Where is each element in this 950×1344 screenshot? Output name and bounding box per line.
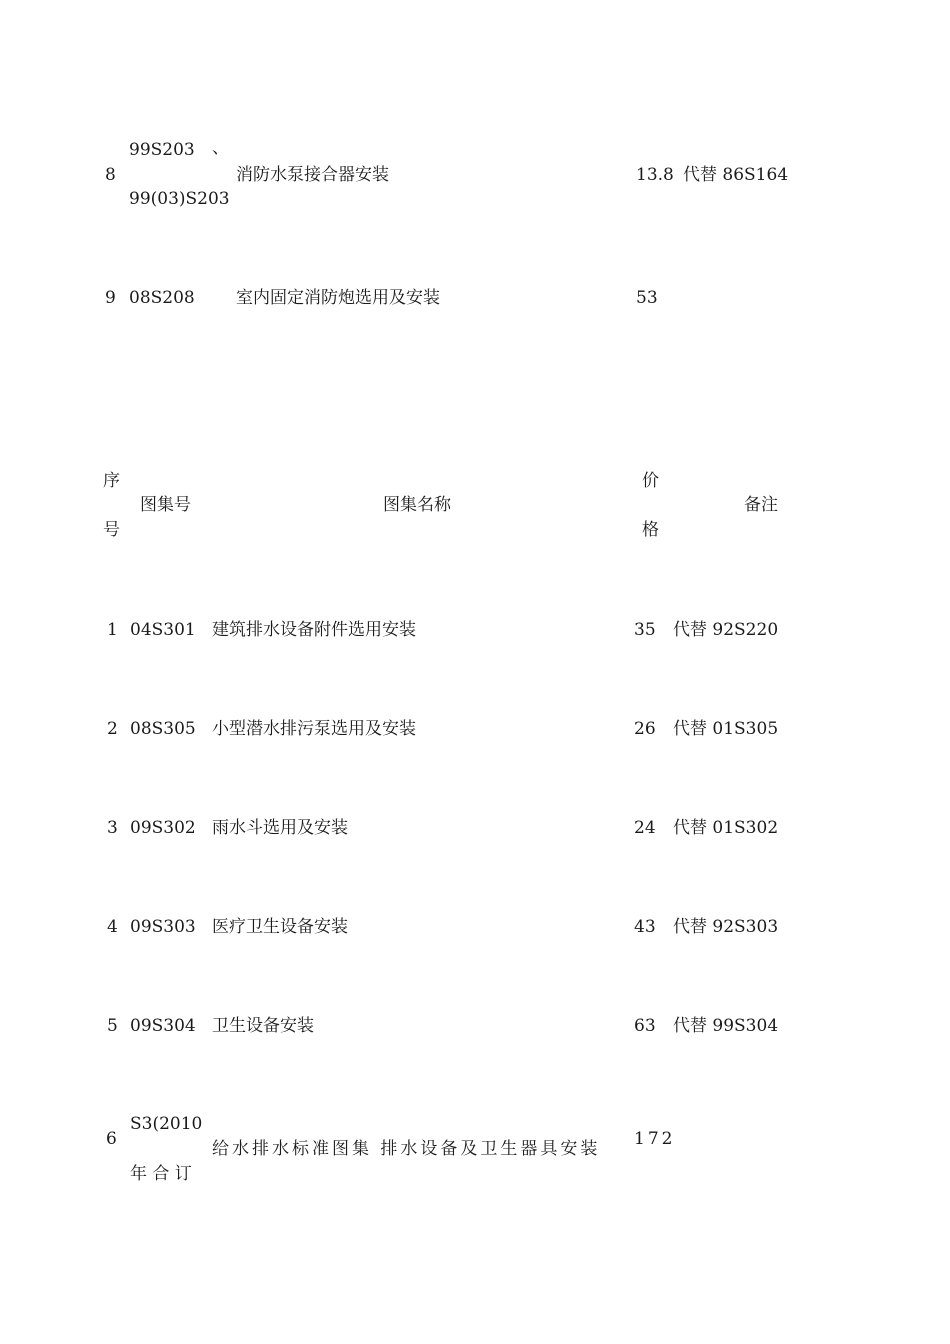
drawing-code-line1: S3(2010 xyxy=(130,1114,203,1134)
drawing-code: 04S301 xyxy=(130,620,196,640)
row-number: 3 xyxy=(107,818,118,838)
header-code: 图集号 xyxy=(140,495,191,515)
price: 172 xyxy=(634,1129,676,1149)
drawing-name: 建筑排水设备附件选用安装 xyxy=(212,620,416,640)
drawing-name: 医疗卫生设备安装 xyxy=(212,917,348,937)
header-name: 图集名称 xyxy=(383,495,451,515)
price: 24 xyxy=(634,818,656,838)
drawing-code-line1: 99S203 xyxy=(129,140,195,160)
drawing-code: 08S208 xyxy=(129,288,195,308)
drawing-name: 卫生设备安装 xyxy=(212,1016,314,1036)
row-number: 6 xyxy=(106,1129,117,1149)
row-number: 4 xyxy=(107,917,118,937)
header-note: 备注 xyxy=(744,495,778,515)
drawing-name: 消防水泵接合器安装 xyxy=(236,165,389,185)
note: 代替 92S220 xyxy=(673,620,779,640)
note: 代替 99S304 xyxy=(673,1016,779,1036)
row-number: 5 xyxy=(107,1016,118,1036)
row-number: 8 xyxy=(105,165,116,185)
note: 代替 92S303 xyxy=(673,917,779,937)
price: 13.8 xyxy=(636,165,674,185)
header-price-line1: 价 xyxy=(642,471,659,491)
header-no-line2: 号 xyxy=(103,520,120,540)
note: 代替 01S305 xyxy=(673,719,779,739)
price: 26 xyxy=(634,719,656,739)
price: 63 xyxy=(634,1016,656,1036)
drawing-name: 室内固定消防炮选用及安装 xyxy=(236,288,440,308)
drawing-name: 给水排水标准图集 排水设备及卫生器具安装 xyxy=(212,1139,601,1159)
note: 代替 86S164 xyxy=(683,165,789,185)
drawing-code-line2: 99(03)S203 xyxy=(129,189,230,209)
price: 53 xyxy=(636,288,658,308)
row-number: 1 xyxy=(107,620,118,640)
drawing-code-separator: 、 xyxy=(212,138,229,158)
drawing-code: 09S303 xyxy=(130,917,196,937)
header-price-line2: 格 xyxy=(642,520,659,540)
drawing-code: 08S305 xyxy=(130,719,196,739)
drawing-code: 09S304 xyxy=(130,1016,196,1036)
price: 43 xyxy=(634,917,656,937)
row-number: 2 xyxy=(107,719,118,739)
price: 35 xyxy=(634,620,656,640)
drawing-code-line2: 年 合 订 xyxy=(130,1164,192,1184)
drawing-code: 09S302 xyxy=(130,818,196,838)
note: 代替 01S302 xyxy=(673,818,779,838)
header-no-line1: 序 xyxy=(103,471,120,491)
row-number: 9 xyxy=(105,288,116,308)
drawing-name: 小型潜水排污泵选用及安装 xyxy=(212,719,416,739)
drawing-name: 雨水斗选用及安装 xyxy=(212,818,348,838)
